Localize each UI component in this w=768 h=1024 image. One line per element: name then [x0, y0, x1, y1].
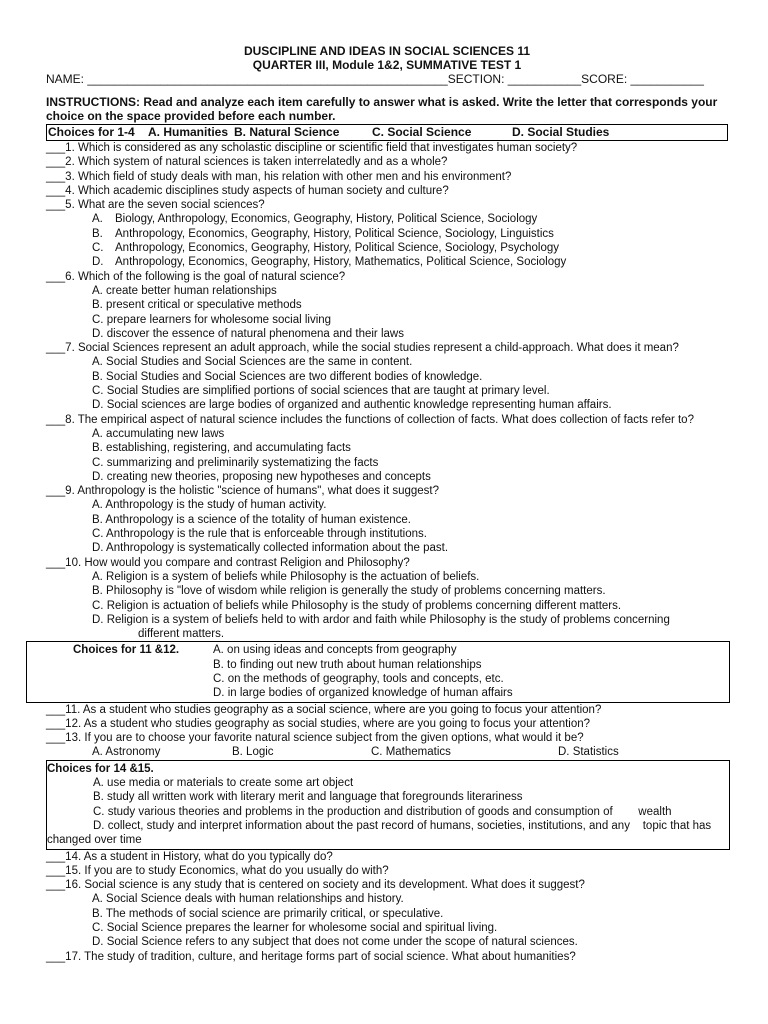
- choices-14-15-label: Choices for 14 &15.: [47, 762, 154, 775]
- question-14: ___14. As a student in History, what do you typically do?: [46, 850, 333, 863]
- choice-11-12-option: A. on using ideas and concepts from geography: [213, 644, 457, 657]
- question-2: ___2. Which system of natural sciences is taken interrelatedly and as a whole?: [46, 156, 448, 169]
- choice-14-15-option: A. use media or materials to create some art object: [93, 777, 354, 790]
- q6-option: C. prepare learners for wholesome social living: [92, 313, 332, 326]
- question-12: ___12. As a student who studies geography as social studies, where are you going to focus your attention?: [46, 717, 591, 730]
- choices-11-12-label: Choices for 11 &12.: [73, 644, 180, 657]
- q9-option: C. Anthropology is the rule that is enforceable through institutions.: [92, 528, 427, 541]
- choice-11-12-option: C. on the methods of geography, tools and concepts, etc.: [213, 672, 504, 685]
- q13-option: C. Mathematics: [371, 746, 451, 759]
- q7-option: C. Social Studies are simplified portions of social sciences that are taught at primary level.: [92, 385, 550, 398]
- q16-option: D. Social Science refers to any subject that does not come under the scope of natural sciences.: [92, 936, 578, 949]
- q6-option: A. create better human relationships: [92, 284, 277, 297]
- question-7: ___7. Social Sciences represent an adult approach, while the social studies represent a child-approach. What does it mean?: [46, 342, 679, 355]
- q13-options: [46, 745, 728, 759]
- question-6: ___6. Which of the following is the goal of natural science?: [46, 270, 346, 283]
- q8-option: B. establishing, registering, and accumulating facts: [92, 442, 351, 455]
- instructions: INSTRUCTIONS: Read and analyze each item carefully to answer what is asked. Write the letter that corresponds your choice on the space provided before each number.: [46, 95, 718, 123]
- test-subtitle: QUARTER III, Module 1&2, SUMMATIVE TEST 1: [252, 58, 522, 72]
- q8-option: C. summarizing and preliminarily systematizing the facts: [92, 456, 379, 469]
- question-13: ___13. If you are to choose your favorite natural science subject from the given options, what would it be?: [46, 732, 584, 745]
- q5-option: C. Anthropology, Economics, Geography, History, Political Science, Sociology, Psychology: [92, 242, 560, 255]
- question-17: ___17. The study of tradition, culture, and heritage forms part of social science. What about humanities?: [46, 950, 576, 963]
- q13-option: A. Astronomy: [92, 746, 161, 759]
- q13-option: D. Statistics: [558, 746, 619, 759]
- q10-option: A. Religion is a system of beliefs while Philosophy is the actuation of beliefs.: [92, 570, 480, 583]
- choices-11-12-box: [26, 641, 730, 702]
- question-15: ___15. If you are to study Economics, what do you usually do with?: [46, 864, 389, 877]
- q10-option: C. Religion is actuation of beliefs while Philosophy is the study of problems concerning different matters.: [92, 599, 622, 612]
- choice-14-15-option: B. study all written work with literary merit and language that foregrounds literariness: [93, 791, 523, 804]
- q8-option: D. creating new theories, proposing new hypotheses and concepts: [92, 470, 431, 483]
- q7-option: A. Social Studies and Social Sciences are the same in content.: [92, 356, 413, 369]
- q8-option: A. accumulating new laws: [92, 427, 225, 440]
- q9-option: D. Anthropology is systematically collected information about the past.: [92, 542, 449, 555]
- question-3: ___3. Which field of study deals with man, his relation with other men and his environment?: [46, 170, 512, 183]
- q6-option: D. discover the essence of natural phenomena and their laws: [92, 327, 404, 340]
- question-4: ___4. Which academic disciplines study aspects of human society and culture?: [46, 184, 449, 197]
- q5-option: D. Anthropology, Economics, Geography, History, Mathematics, Political Science, Sociology: [92, 256, 567, 269]
- choice-c: C. Social Science: [372, 125, 472, 139]
- question-11: ___11. As a student who studies geography as a social science, where are you going to focus your attention?: [46, 703, 602, 716]
- q13-option: B. Logic: [232, 746, 274, 759]
- q16-option: B. The methods of social science are primarily critical, or speculative.: [92, 907, 444, 920]
- choice-14-15-option-d-continued: changed over time: [47, 834, 142, 847]
- q5-option: B. Anthropology, Economics, Geography, History, Political Science, Sociology, Linguistics: [92, 227, 554, 240]
- choice-d: D. Social Studies: [512, 125, 610, 139]
- q9-option: B. Anthropology is a science of the totality of human existence.: [92, 513, 411, 526]
- choices-14-15-box: [46, 760, 730, 850]
- name-section-score-line: NAME: ______________________________________________________SECTION: ___________SCORE: ___________: [46, 72, 704, 86]
- choice-a: A. Humanities: [148, 125, 229, 139]
- q7-option: B. Social Studies and Social Sciences are two different bodies of knowledge.: [92, 370, 483, 383]
- q16-option: C. Social Science prepares the learner for wholesome social and spiritual living.: [92, 922, 498, 935]
- q10-option-d-continued: different matters.: [138, 628, 225, 641]
- question-8: ___8. The empirical aspect of natural science includes the functions of collection of facts. What does collection of facts refer to?: [46, 413, 694, 426]
- choice-14-15-option: C. study various theories and problems in the production and distribution of goods and consumption of wealth: [93, 805, 672, 818]
- choices-1-4-label: Choices for 1-4: [48, 125, 135, 139]
- q7-option: D. Social sciences are large bodies of organized and authentic knowledge representing human affairs.: [92, 399, 612, 412]
- q10-option: B. Philosophy is "love of wisdom while religion is generally the study of problems concerning matters.: [92, 585, 606, 598]
- test-page: [46, 44, 728, 964]
- question-9: ___9. Anthropology is the holistic "science of humans", what does it suggest?: [46, 485, 440, 498]
- choice-11-12-option: B. to finding out new truth about human relationships: [213, 658, 482, 671]
- choice-14-15-option: D. collect, study and interpret information about the past record of humans, societies, institutions, and any topic that has: [93, 819, 712, 832]
- q10-option: D. Religion is a system of beliefs held to with ardor and faith while Philosophy is the study of problems concerning: [92, 613, 670, 626]
- choice-11-12-option: D. in large bodies of organized knowledge of human affairs: [213, 687, 513, 700]
- question-10: ___10. How would you compare and contrast Religion and Philosophy?: [46, 556, 410, 569]
- q9-option: A. Anthropology is the study of human activity.: [92, 499, 327, 512]
- choice-b: B. Natural Science: [234, 125, 340, 139]
- choices-1-4-box: [46, 124, 728, 141]
- test-title: DUSCIPLINE AND IDEAS IN SOCIAL SCIENCES 11: [243, 44, 531, 58]
- q16-option: A. Social Science deals with human relationships and history.: [92, 893, 404, 906]
- question-16: ___16. Social science is any study that is centered on society and its development. What does it suggest?: [46, 879, 585, 892]
- question-1: ___1. Which is considered as any scholastic discipline or scientific field that investigates human society?: [46, 142, 578, 154]
- question-5: ___5. What are the seven social sciences?: [46, 199, 265, 212]
- q5-option: A. Biology, Anthropology, Economics, Geography, History, Political Science, Sociology: [92, 213, 538, 226]
- q6-option: B. present critical or speculative methods: [92, 299, 302, 312]
